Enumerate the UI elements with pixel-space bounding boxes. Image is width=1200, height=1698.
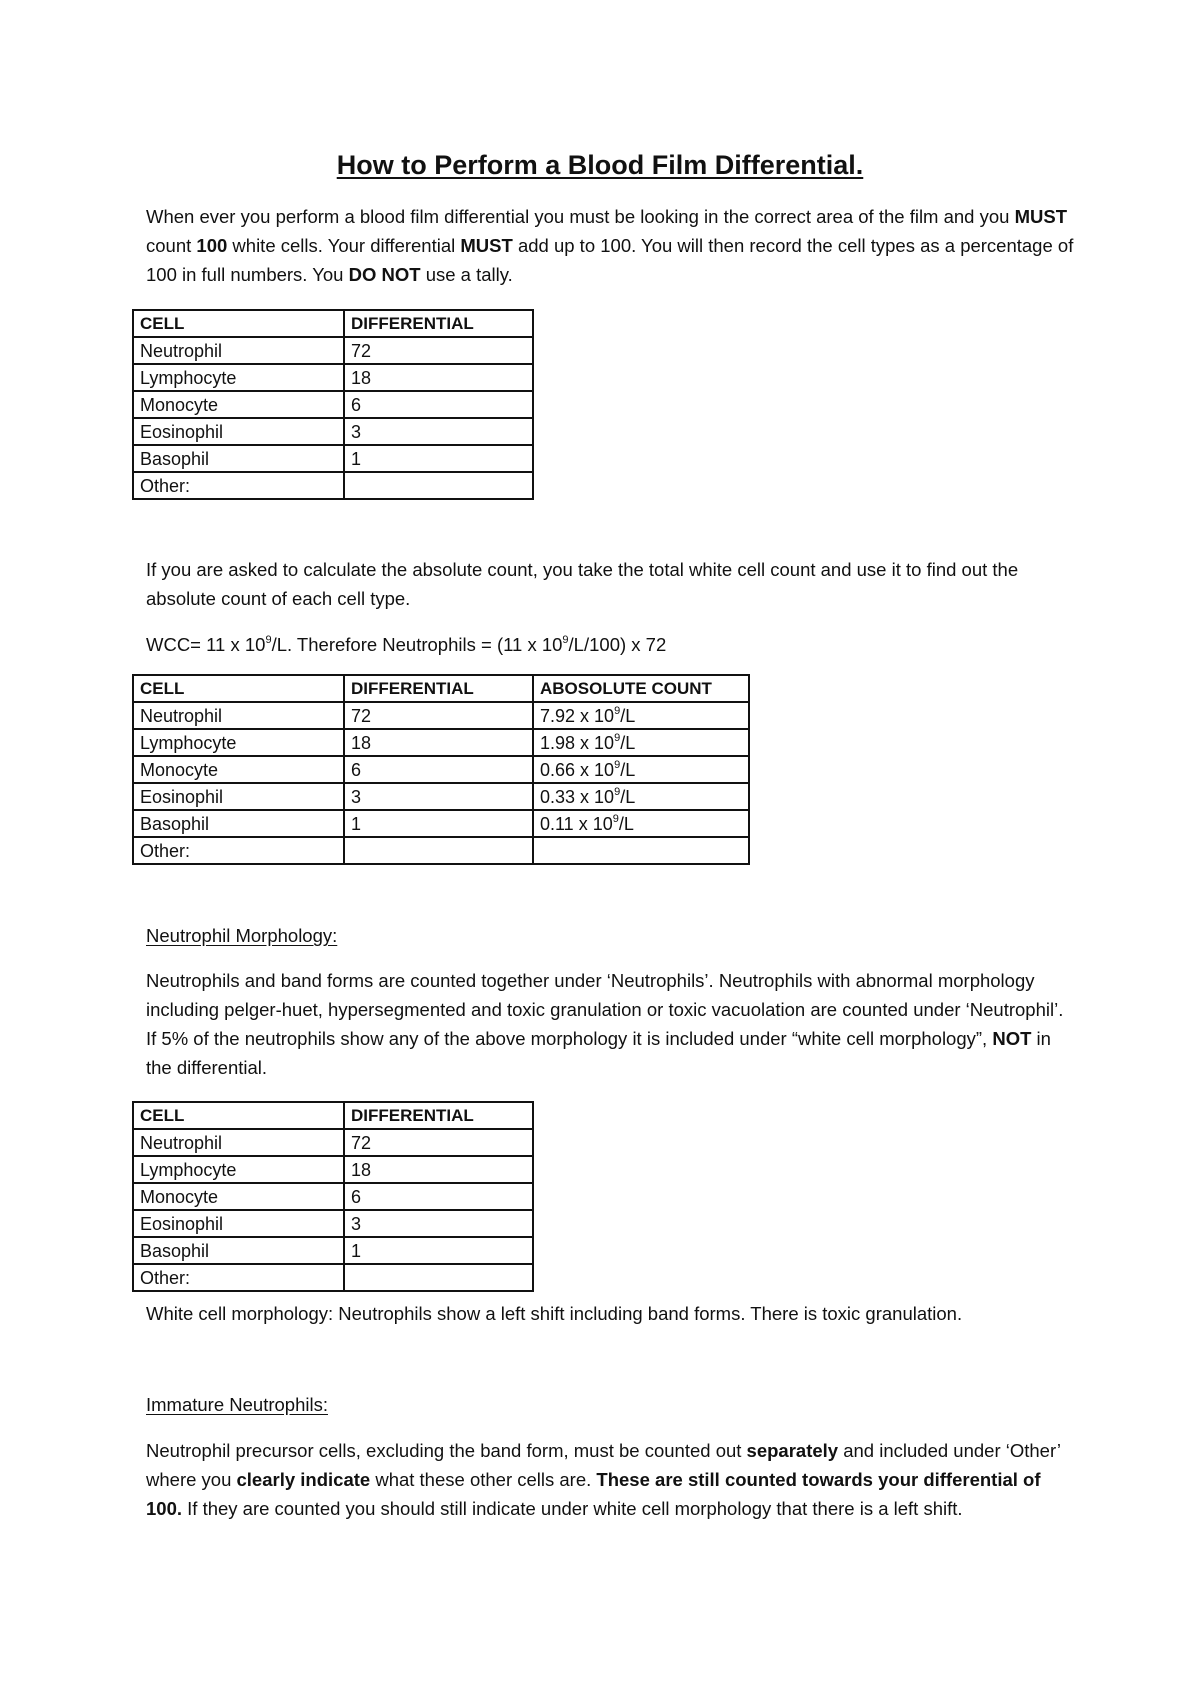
table-row [133,702,749,729]
intro-text-1: When ever you perform a blood film differential you must be looking in the correct area of the film and you [146,206,1015,227]
abs-exp: 9 [614,704,621,717]
cell-value: 72 [344,1129,533,1156]
cell-value: 6 [344,756,533,783]
differential-table-3 [132,1101,534,1292]
white-cell-morphology-note: White cell morphology: Neutrophils show a left shift including band forms. There is toxic granulation. [146,1303,963,1324]
intro-text-4: add up to 100. You will then record the cell types as a percentage of 100 in full numbers. You [146,235,1074,285]
cell-value: 18 [344,364,533,391]
cell-absolute [533,783,749,810]
wcc-sup-2: 9 [562,633,569,646]
differential-table-1 [132,309,534,500]
cell-value [344,472,533,499]
abs-unit: /L [620,786,636,807]
cell-value: 6 [344,391,533,418]
cell-value: 18 [344,1156,533,1183]
cell-absolute [533,729,749,756]
intro-text-5: use a tally. [420,264,513,285]
table-row [133,391,533,418]
cell-value: 18 [344,729,533,756]
table-header-row [133,675,749,702]
table-row [133,1237,533,1264]
cell-name: Eosinophil [133,418,344,445]
cell-name: Lymphocyte [133,364,344,391]
wcc-formula [146,630,1076,659]
abs-unit: /L [620,732,636,753]
cell-name: Monocyte [133,391,344,418]
cell-absolute [533,810,749,837]
header-absolute-count: ABOSOLUTE COUNT [533,675,749,702]
table-row [133,1183,533,1210]
immature-text-2: and included under ‘Other’ where you [146,1440,1061,1490]
abs-base: 0.11 x 10 [540,813,613,834]
cell-name: Neutrophil [133,702,344,729]
abs-base: 1.98 x 10 [540,732,615,753]
table-row [133,445,533,472]
cell-value: 3 [344,1210,533,1237]
cell-name: Basophil [133,445,344,472]
cell-name: Eosinophil [133,1210,344,1237]
cell-value [344,1264,533,1291]
table-row [133,418,533,445]
header-cell: CELL [133,675,344,702]
neutro-text-2: in the differential. [146,1028,1051,1078]
cell-name: Monocyte [133,756,344,783]
cell-name: Neutrophil [133,337,344,364]
table-row [133,1156,533,1183]
absolute-count-paragraph: If you are asked to calculate the absolute count, you take the total white cell count and use it to find out the absolute count of each cell type. [146,559,1019,609]
abs-unit: /L [618,813,634,834]
abs-unit: /L [620,705,636,726]
table-row [133,1264,533,1291]
abs-exp: 9 [614,785,621,798]
table-row [133,337,533,364]
wcc-sup-1: 9 [265,633,272,646]
abs-base: 0.33 x 10 [540,786,615,807]
table-row [133,729,749,756]
intro-bold-must-2: MUST [460,235,513,256]
neutrophil-morphology-paragraph [146,966,1076,1082]
neutro-bold-not: NOT [992,1028,1032,1049]
table-row [133,1129,533,1156]
cell-value: 6 [344,1183,533,1210]
neutrophil-morphology-heading: Neutrophil Morphology: [146,925,338,946]
cell-name: Other: [133,837,344,864]
header-differential: DIFFERENTIAL [344,1102,533,1129]
cell-name: Other: [133,1264,344,1291]
header-differential: DIFFERENTIAL [344,675,533,702]
immature-text-1: Neutrophil precursor cells, excluding the band form, must be counted out [146,1440,747,1461]
immature-bold-separately: separately [746,1440,839,1461]
cell-value: 3 [344,418,533,445]
immature-text-3: what these other cells are. [370,1469,597,1490]
cell-name: Neutrophil [133,1129,344,1156]
table-row [133,756,749,783]
table-header-row [133,310,533,337]
cell-absolute [533,837,749,864]
abs-exp: 9 [614,731,621,744]
cell-value: 3 [344,783,533,810]
immature-neutrophils-heading: Immature Neutrophils: [146,1394,328,1415]
table-row [133,810,749,837]
cell-absolute [533,756,749,783]
table-row [133,783,749,810]
cell-absolute [533,702,749,729]
wcc-text-c: /L/100) x 72 [568,634,667,655]
header-cell: CELL [133,310,344,337]
table-row [133,472,533,499]
wcc-text-b: /L. Therefore Neutrophils = (11 x 10 [271,634,563,655]
intro-bold-100: 100 [196,235,228,256]
immature-neutrophils-paragraph [146,1436,1076,1523]
immature-bold-counted-towards: These are still counted towards your differential of 100. [146,1469,1041,1519]
intro-bold-do-not: DO NOT [348,264,421,285]
cell-name: Lymphocyte [133,729,344,756]
table-row [133,1210,533,1237]
intro-bold-must-1: MUST [1014,206,1068,227]
intro-paragraph [146,202,1076,289]
cell-name: Monocyte [133,1183,344,1210]
cell-value [344,837,533,864]
cell-name: Other: [133,472,344,499]
abs-base: 7.92 x 10 [540,705,615,726]
wcc-text-a: WCC= 11 x 10 [146,634,266,655]
cell-name: Lymphocyte [133,1156,344,1183]
page-title: How to Perform a Blood Film Differential. [336,150,864,180]
table-row [133,837,749,864]
neutro-text-1: Neutrophils and band forms are counted together under ‘Neutrophils’. Neutrophils with abnormal morphology including pelger-huet, hypersegmented and toxic granulation or toxic vacuolation are counted under ‘Neutrophil’. If 5% of the neutrophils show any of the above morphology it is included under “white cell morphology”, [146,970,1064,1049]
abs-exp: 9 [612,812,619,825]
header-cell: CELL [133,1102,344,1129]
absolute-count-table [132,674,750,865]
cell-name: Basophil [133,810,344,837]
cell-value: 1 [344,810,533,837]
immature-bold-clearly-indicate: clearly indicate [236,1469,371,1490]
header-differential: DIFFERENTIAL [344,310,533,337]
immature-text-4: If they are counted you should still indicate under white cell morphology that there is a left shift. [182,1498,963,1519]
cell-value: 1 [344,445,533,472]
cell-name: Eosinophil [133,783,344,810]
intro-text-3: white cells. Your differential [227,235,461,256]
table-header-row [133,1102,533,1129]
cell-value: 72 [344,337,533,364]
table-row [133,364,533,391]
abs-unit: /L [620,759,636,780]
cell-value: 1 [344,1237,533,1264]
intro-text-2: count [146,235,197,256]
cell-value: 72 [344,702,533,729]
abs-base: 0.66 x 10 [540,759,615,780]
abs-exp: 9 [614,758,621,771]
cell-name: Basophil [133,1237,344,1264]
